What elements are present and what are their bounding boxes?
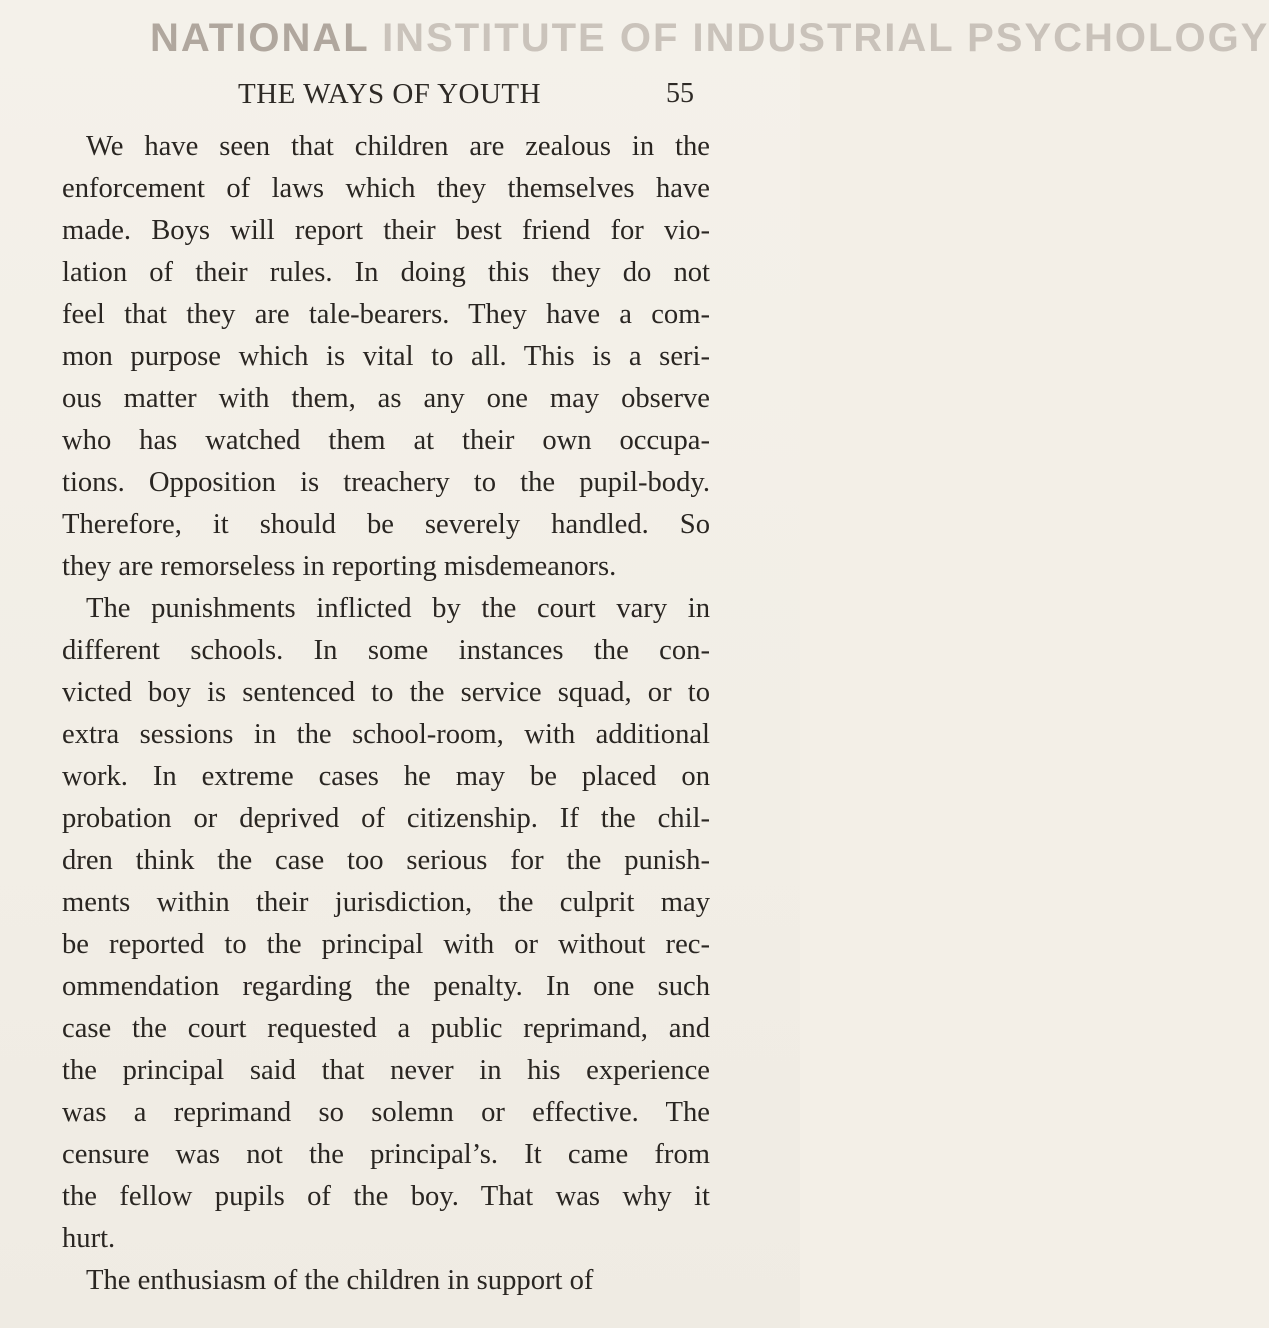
library-stamp (150, 0, 1269, 64)
text-line: case the court requested a public reprimand, and (62, 1013, 710, 1044)
text-line: tions. Opposition is treachery to the pupil-body. (62, 467, 710, 498)
text-line: was a reprimand so solemn or effective. The (62, 1097, 710, 1128)
text-line: the principal said that never in his experience (62, 1055, 710, 1086)
text-line: they are remorseless in reporting misdemeanors. (62, 551, 617, 582)
library-stamp-text (150, 18, 1269, 58)
text-line: enforcement of laws which they themselves have (62, 173, 710, 204)
running-title: THE WAYS OF YOUTH (238, 78, 542, 110)
text-line: The enthusiasm of the children in support of (86, 1265, 594, 1296)
text-line: We have seen that children are zealous in the (86, 131, 710, 162)
text-line: dren think the case too serious for the punish- (62, 845, 710, 876)
text-line: censure was not the principal’s. It came from (62, 1139, 710, 1170)
text-line: the fellow pupils of the boy. That was why it (62, 1181, 710, 1212)
text-line: different schools. In some instances the con- (62, 635, 710, 666)
text-line: ments within their jurisdiction, the culprit may (62, 887, 710, 918)
text-line: victed boy is sentenced to the service squad, or to (62, 677, 710, 708)
text-line: mon purpose which is vital to all. This is a seri- (62, 341, 710, 372)
page-number: 55 (666, 78, 694, 109)
text-line: ommendation regarding the penalty. In one such (62, 971, 710, 1002)
text-line: extra sessions in the school-room, with additional (62, 719, 710, 750)
text-line: work. In extreme cases he may be placed on (62, 761, 710, 792)
text-line: hurt. (62, 1223, 116, 1254)
text-line: The punishments inflicted by the court vary in (86, 593, 710, 624)
body-text (62, 126, 710, 1302)
text-line: feel that they are tale-bearers. They have a com- (62, 299, 710, 330)
library-stamp-rest: INSTITUTE OF INDUSTRIAL PSYCHOLOGY (368, 16, 1269, 60)
text-line: be reported to the principal with or without rec- (62, 929, 710, 960)
library-stamp-lead: NATIONAL (150, 16, 369, 60)
text-line: ous matter with them, as any one may observe (62, 383, 710, 414)
text-line: made. Boys will report their best friend for vio- (62, 215, 710, 246)
text-line: lation of their rules. In doing this they do not (62, 257, 710, 288)
text-line: probation or deprived of citizenship. If the chil- (62, 803, 710, 834)
text-line: Therefore, it should be severely handled. So (62, 509, 710, 540)
text-line: who has watched them at their own occupa- (62, 425, 710, 456)
